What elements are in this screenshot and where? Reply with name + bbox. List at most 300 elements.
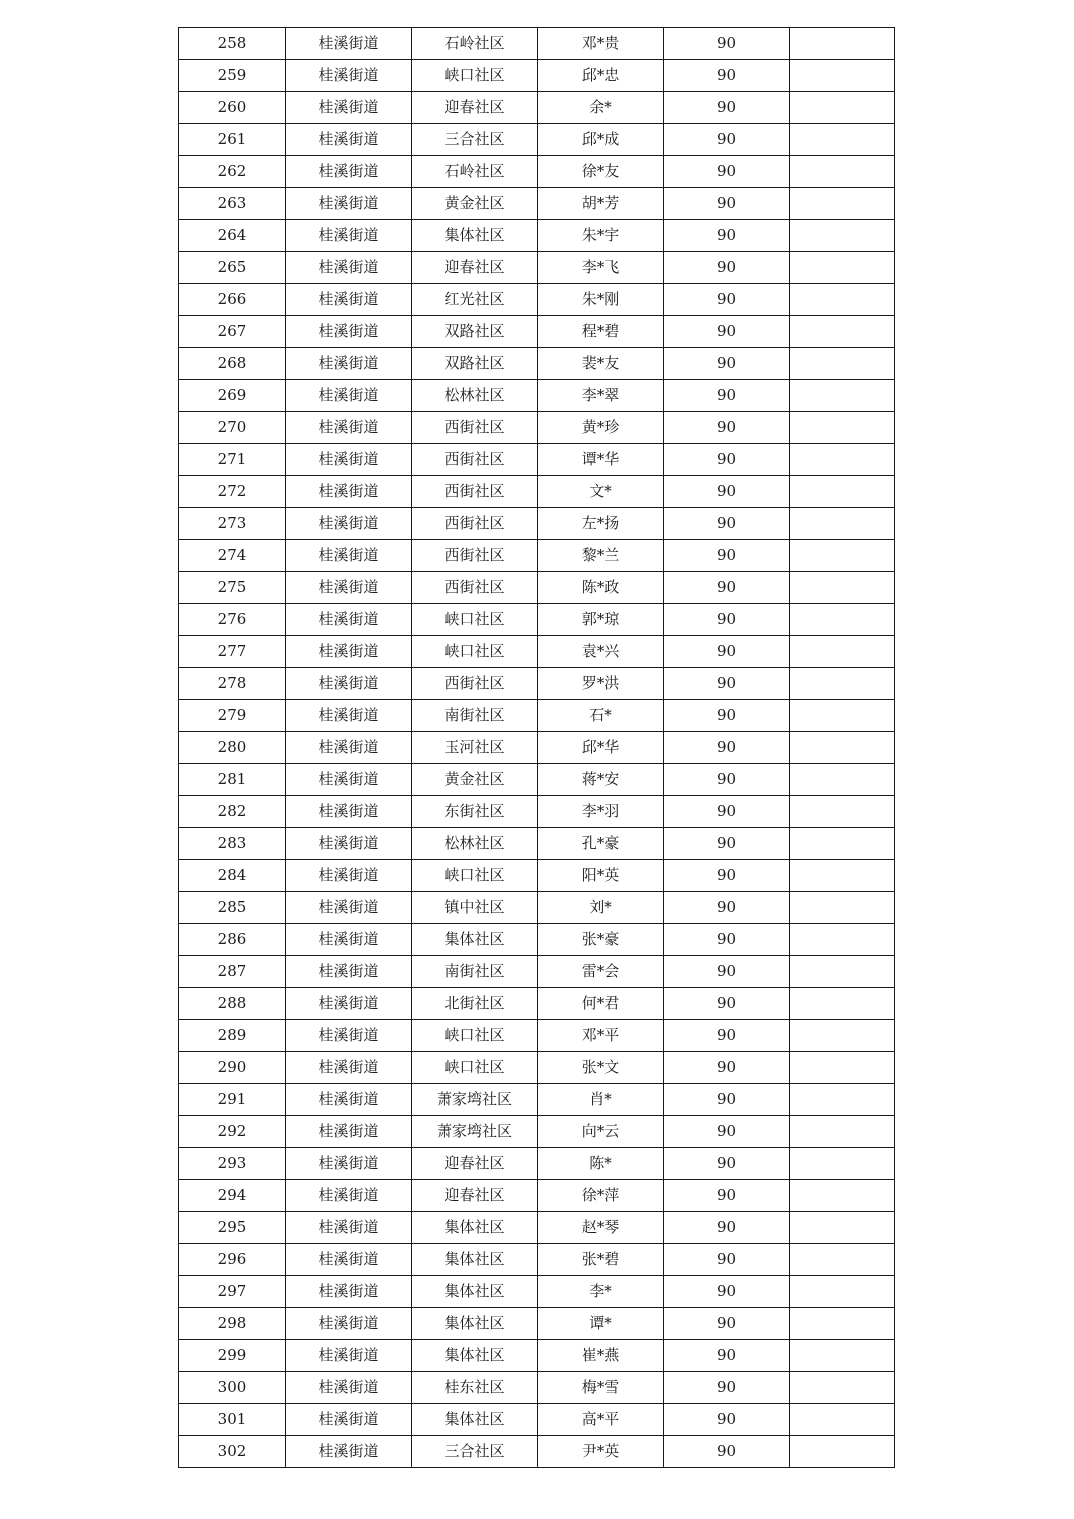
cell-score: 90 [664,284,790,316]
table-row [179,1180,895,1212]
cell-note [790,188,895,220]
cell-name: 刘* [538,892,664,924]
cell-community: 松林社区 [412,828,538,860]
cell-note [790,1052,895,1084]
cell-name: 黎*兰 [538,540,664,572]
cell-community: 黄金社区 [412,188,538,220]
cell-score: 90 [664,924,790,956]
cell-street: 桂溪街道 [286,1276,412,1308]
table-row [179,124,895,156]
cell-serial-number: 285 [179,892,286,924]
cell-street: 桂溪街道 [286,316,412,348]
cell-name: 文* [538,476,664,508]
cell-community: 西街社区 [412,444,538,476]
table-row [179,508,895,540]
cell-note [790,860,895,892]
cell-community: 迎春社区 [412,1180,538,1212]
cell-note [790,1212,895,1244]
cell-community: 玉河社区 [412,732,538,764]
cell-note [790,1308,895,1340]
cell-note [790,988,895,1020]
cell-name: 高*平 [538,1404,664,1436]
cell-community: 石岭社区 [412,156,538,188]
cell-name: 崔*燕 [538,1340,664,1372]
table-row [179,252,895,284]
table-row [179,380,895,412]
table-row [179,860,895,892]
cell-street: 桂溪街道 [286,60,412,92]
table-row [179,1084,895,1116]
cell-note [790,252,895,284]
cell-name: 邓*平 [538,1020,664,1052]
cell-score: 90 [664,1276,790,1308]
cell-score: 90 [664,732,790,764]
cell-serial-number: 296 [179,1244,286,1276]
cell-serial-number: 284 [179,860,286,892]
cell-community: 红光社区 [412,284,538,316]
cell-serial-number: 282 [179,796,286,828]
cell-community: 北街社区 [412,988,538,1020]
cell-note [790,1084,895,1116]
cell-note [790,476,895,508]
cell-score: 90 [664,412,790,444]
cell-serial-number: 297 [179,1276,286,1308]
cell-score: 90 [664,444,790,476]
cell-score: 90 [664,956,790,988]
cell-community: 集体社区 [412,1276,538,1308]
table-row [179,284,895,316]
cell-name: 张*豪 [538,924,664,956]
cell-serial-number: 291 [179,1084,286,1116]
cell-name: 蒋*安 [538,764,664,796]
table-row [179,572,895,604]
cell-note [790,92,895,124]
cell-serial-number: 269 [179,380,286,412]
cell-street: 桂溪街道 [286,988,412,1020]
cell-note [790,572,895,604]
cell-street: 桂溪街道 [286,540,412,572]
cell-note [790,1148,895,1180]
cell-community: 集体社区 [412,1404,538,1436]
cell-name: 裴*友 [538,348,664,380]
cell-score: 90 [664,1116,790,1148]
cell-score: 90 [664,604,790,636]
cell-serial-number: 290 [179,1052,286,1084]
cell-street: 桂溪街道 [286,956,412,988]
cell-community: 西街社区 [412,508,538,540]
cell-street: 桂溪街道 [286,604,412,636]
cell-community: 迎春社区 [412,92,538,124]
cell-street: 桂溪街道 [286,28,412,60]
cell-score: 90 [664,380,790,412]
cell-score: 90 [664,316,790,348]
table-row [179,1148,895,1180]
cell-note [790,892,895,924]
cell-community: 西街社区 [412,572,538,604]
cell-street: 桂溪街道 [286,220,412,252]
cell-community: 双路社区 [412,316,538,348]
table-row [179,924,895,956]
cell-serial-number: 275 [179,572,286,604]
table-row [179,1308,895,1340]
cell-name: 张*文 [538,1052,664,1084]
cell-serial-number: 283 [179,828,286,860]
cell-score: 90 [664,1244,790,1276]
cell-community: 西街社区 [412,412,538,444]
cell-score: 90 [664,1340,790,1372]
cell-serial-number: 280 [179,732,286,764]
table-row [179,540,895,572]
cell-serial-number: 265 [179,252,286,284]
cell-community: 集体社区 [412,924,538,956]
table-row [179,892,895,924]
cell-street: 桂溪街道 [286,796,412,828]
cell-street: 桂溪街道 [286,892,412,924]
cell-community: 南街社区 [412,956,538,988]
cell-note [790,1372,895,1404]
cell-name: 李*翠 [538,380,664,412]
table-row [179,1020,895,1052]
cell-name: 陈*政 [538,572,664,604]
cell-street: 桂溪街道 [286,348,412,380]
cell-score: 90 [664,156,790,188]
cell-street: 桂溪街道 [286,1116,412,1148]
cell-score: 90 [664,636,790,668]
cell-score: 90 [664,1308,790,1340]
cell-street: 桂溪街道 [286,92,412,124]
cell-serial-number: 260 [179,92,286,124]
cell-serial-number: 273 [179,508,286,540]
cell-serial-number: 261 [179,124,286,156]
table-row [179,668,895,700]
cell-score: 90 [664,1404,790,1436]
cell-community: 松林社区 [412,380,538,412]
cell-street: 桂溪街道 [286,700,412,732]
cell-community: 迎春社区 [412,252,538,284]
cell-name: 李*飞 [538,252,664,284]
table-row [179,1404,895,1436]
cell-street: 桂溪街道 [286,156,412,188]
cell-name: 尹*英 [538,1436,664,1468]
cell-name: 石* [538,700,664,732]
cell-note [790,924,895,956]
cell-community: 镇中社区 [412,892,538,924]
cell-name: 黄*珍 [538,412,664,444]
cell-score: 90 [664,124,790,156]
table-row [179,1052,895,1084]
cell-score: 90 [664,348,790,380]
table-row [179,956,895,988]
cell-serial-number: 263 [179,188,286,220]
cell-name: 邱*忠 [538,60,664,92]
cell-score: 90 [664,1372,790,1404]
cell-serial-number: 267 [179,316,286,348]
cell-name: 谭* [538,1308,664,1340]
cell-community: 峡口社区 [412,604,538,636]
cell-street: 桂溪街道 [286,924,412,956]
cell-score: 90 [664,220,790,252]
cell-name: 朱*宇 [538,220,664,252]
cell-serial-number: 270 [179,412,286,444]
cell-name: 郭*琼 [538,604,664,636]
cell-community: 峡口社区 [412,1052,538,1084]
table-row [179,412,895,444]
cell-community: 桂东社区 [412,1372,538,1404]
table-row [179,700,895,732]
cell-community: 峡口社区 [412,60,538,92]
cell-street: 桂溪街道 [286,860,412,892]
cell-name: 徐*萍 [538,1180,664,1212]
cell-name: 程*碧 [538,316,664,348]
cell-community: 西街社区 [412,540,538,572]
cell-note [790,668,895,700]
cell-score: 90 [664,764,790,796]
cell-note [790,284,895,316]
cell-note [790,764,895,796]
cell-score: 90 [664,988,790,1020]
cell-name: 陈* [538,1148,664,1180]
cell-score: 90 [664,92,790,124]
cell-street: 桂溪街道 [286,284,412,316]
cell-score: 90 [664,700,790,732]
cell-score: 90 [664,252,790,284]
cell-note [790,1276,895,1308]
cell-name: 邱*成 [538,124,664,156]
cell-community: 集体社区 [412,1340,538,1372]
cell-street: 桂溪街道 [286,1020,412,1052]
cell-name: 向*云 [538,1116,664,1148]
cell-score: 90 [664,476,790,508]
cell-street: 桂溪街道 [286,444,412,476]
cell-name: 李*羽 [538,796,664,828]
cell-score: 90 [664,540,790,572]
cell-street: 桂溪街道 [286,508,412,540]
cell-score: 90 [664,28,790,60]
cell-serial-number: 266 [179,284,286,316]
cell-serial-number: 278 [179,668,286,700]
cell-note [790,796,895,828]
table-row [179,1436,895,1468]
cell-street: 桂溪街道 [286,732,412,764]
cell-name: 邓*贵 [538,28,664,60]
cell-street: 桂溪街道 [286,476,412,508]
cell-community: 石岭社区 [412,28,538,60]
cell-name: 雷*会 [538,956,664,988]
cell-community: 三合社区 [412,1436,538,1468]
table-row [179,1244,895,1276]
cell-score: 90 [664,1436,790,1468]
cell-community: 迎春社区 [412,1148,538,1180]
table-row [179,988,895,1020]
cell-note [790,540,895,572]
cell-street: 桂溪街道 [286,1244,412,1276]
cell-serial-number: 274 [179,540,286,572]
cell-note [790,1404,895,1436]
cell-serial-number: 302 [179,1436,286,1468]
cell-score: 90 [664,1052,790,1084]
cell-note [790,1180,895,1212]
table-row [179,764,895,796]
cell-serial-number: 258 [179,28,286,60]
table-row [179,60,895,92]
cell-name: 胡*芳 [538,188,664,220]
table-row [179,348,895,380]
cell-community: 东街社区 [412,796,538,828]
table-row [179,1372,895,1404]
cell-serial-number: 268 [179,348,286,380]
table-row [179,636,895,668]
cell-score: 90 [664,860,790,892]
table-row [179,1116,895,1148]
cell-note [790,156,895,188]
cell-name: 左*扬 [538,508,664,540]
table-row [179,1276,895,1308]
cell-community: 峡口社区 [412,1020,538,1052]
cell-score: 90 [664,668,790,700]
cell-score: 90 [664,1020,790,1052]
cell-score: 90 [664,1180,790,1212]
cell-score: 90 [664,796,790,828]
table-row [179,796,895,828]
cell-serial-number: 294 [179,1180,286,1212]
cell-street: 桂溪街道 [286,124,412,156]
cell-street: 桂溪街道 [286,412,412,444]
cell-serial-number: 276 [179,604,286,636]
cell-street: 桂溪街道 [286,188,412,220]
cell-score: 90 [664,508,790,540]
cell-serial-number: 288 [179,988,286,1020]
cell-street: 桂溪街道 [286,1404,412,1436]
cell-street: 桂溪街道 [286,668,412,700]
cell-street: 桂溪街道 [286,1212,412,1244]
cell-name: 邱*华 [538,732,664,764]
cell-name: 李* [538,1276,664,1308]
cell-name: 张*碧 [538,1244,664,1276]
cell-street: 桂溪街道 [286,1052,412,1084]
cell-serial-number: 300 [179,1372,286,1404]
table-row [179,1340,895,1372]
cell-serial-number: 281 [179,764,286,796]
cell-serial-number: 259 [179,60,286,92]
cell-community: 峡口社区 [412,860,538,892]
cell-note [790,316,895,348]
cell-community: 西街社区 [412,668,538,700]
cell-note [790,508,895,540]
cell-name: 赵*琴 [538,1212,664,1244]
cell-serial-number: 299 [179,1340,286,1372]
cell-community: 集体社区 [412,1244,538,1276]
cell-note [790,1020,895,1052]
cell-community: 南街社区 [412,700,538,732]
cell-score: 90 [664,60,790,92]
cell-note [790,60,895,92]
cell-serial-number: 301 [179,1404,286,1436]
cell-note [790,1436,895,1468]
cell-name: 梅*雪 [538,1372,664,1404]
cell-community: 集体社区 [412,1308,538,1340]
cell-street: 桂溪街道 [286,1180,412,1212]
cell-note [790,28,895,60]
table-row [179,1212,895,1244]
cell-note [790,700,895,732]
cell-name: 肖* [538,1084,664,1116]
cell-serial-number: 262 [179,156,286,188]
cell-note [790,604,895,636]
roster-table-body [179,28,895,1468]
cell-street: 桂溪街道 [286,1436,412,1468]
cell-street: 桂溪街道 [286,636,412,668]
cell-serial-number: 286 [179,924,286,956]
cell-serial-number: 289 [179,1020,286,1052]
cell-street: 桂溪街道 [286,1308,412,1340]
cell-community: 三合社区 [412,124,538,156]
cell-community: 萧家塆社区 [412,1116,538,1148]
cell-serial-number: 293 [179,1148,286,1180]
cell-street: 桂溪街道 [286,1148,412,1180]
cell-serial-number: 271 [179,444,286,476]
table-row [179,828,895,860]
cell-street: 桂溪街道 [286,1084,412,1116]
cell-score: 90 [664,1212,790,1244]
cell-note [790,828,895,860]
cell-community: 萧家塆社区 [412,1084,538,1116]
cell-name: 谭*华 [538,444,664,476]
cell-note [790,220,895,252]
table-row [179,732,895,764]
cell-score: 90 [664,1148,790,1180]
cell-note [790,956,895,988]
cell-name: 孔*豪 [538,828,664,860]
cell-community: 峡口社区 [412,636,538,668]
cell-score: 90 [664,572,790,604]
cell-community: 集体社区 [412,1212,538,1244]
cell-street: 桂溪街道 [286,380,412,412]
cell-note [790,380,895,412]
cell-note [790,348,895,380]
table-row [179,316,895,348]
table-row [179,156,895,188]
table-row [179,476,895,508]
cell-street: 桂溪街道 [286,764,412,796]
cell-street: 桂溪街道 [286,1340,412,1372]
cell-score: 90 [664,188,790,220]
table-row [179,444,895,476]
cell-note [790,732,895,764]
cell-name: 罗*洪 [538,668,664,700]
cell-name: 徐*友 [538,156,664,188]
table-row [179,220,895,252]
cell-name: 何*君 [538,988,664,1020]
cell-community: 集体社区 [412,220,538,252]
cell-note [790,124,895,156]
table-row [179,188,895,220]
cell-name: 朱*刚 [538,284,664,316]
cell-serial-number: 287 [179,956,286,988]
cell-note [790,1116,895,1148]
cell-serial-number: 295 [179,1212,286,1244]
cell-note [790,1244,895,1276]
cell-serial-number: 298 [179,1308,286,1340]
cell-street: 桂溪街道 [286,572,412,604]
cell-note [790,444,895,476]
cell-street: 桂溪街道 [286,252,412,284]
cell-street: 桂溪街道 [286,1372,412,1404]
cell-community: 双路社区 [412,348,538,380]
cell-note [790,412,895,444]
cell-note [790,1340,895,1372]
table-row [179,92,895,124]
cell-score: 90 [664,828,790,860]
